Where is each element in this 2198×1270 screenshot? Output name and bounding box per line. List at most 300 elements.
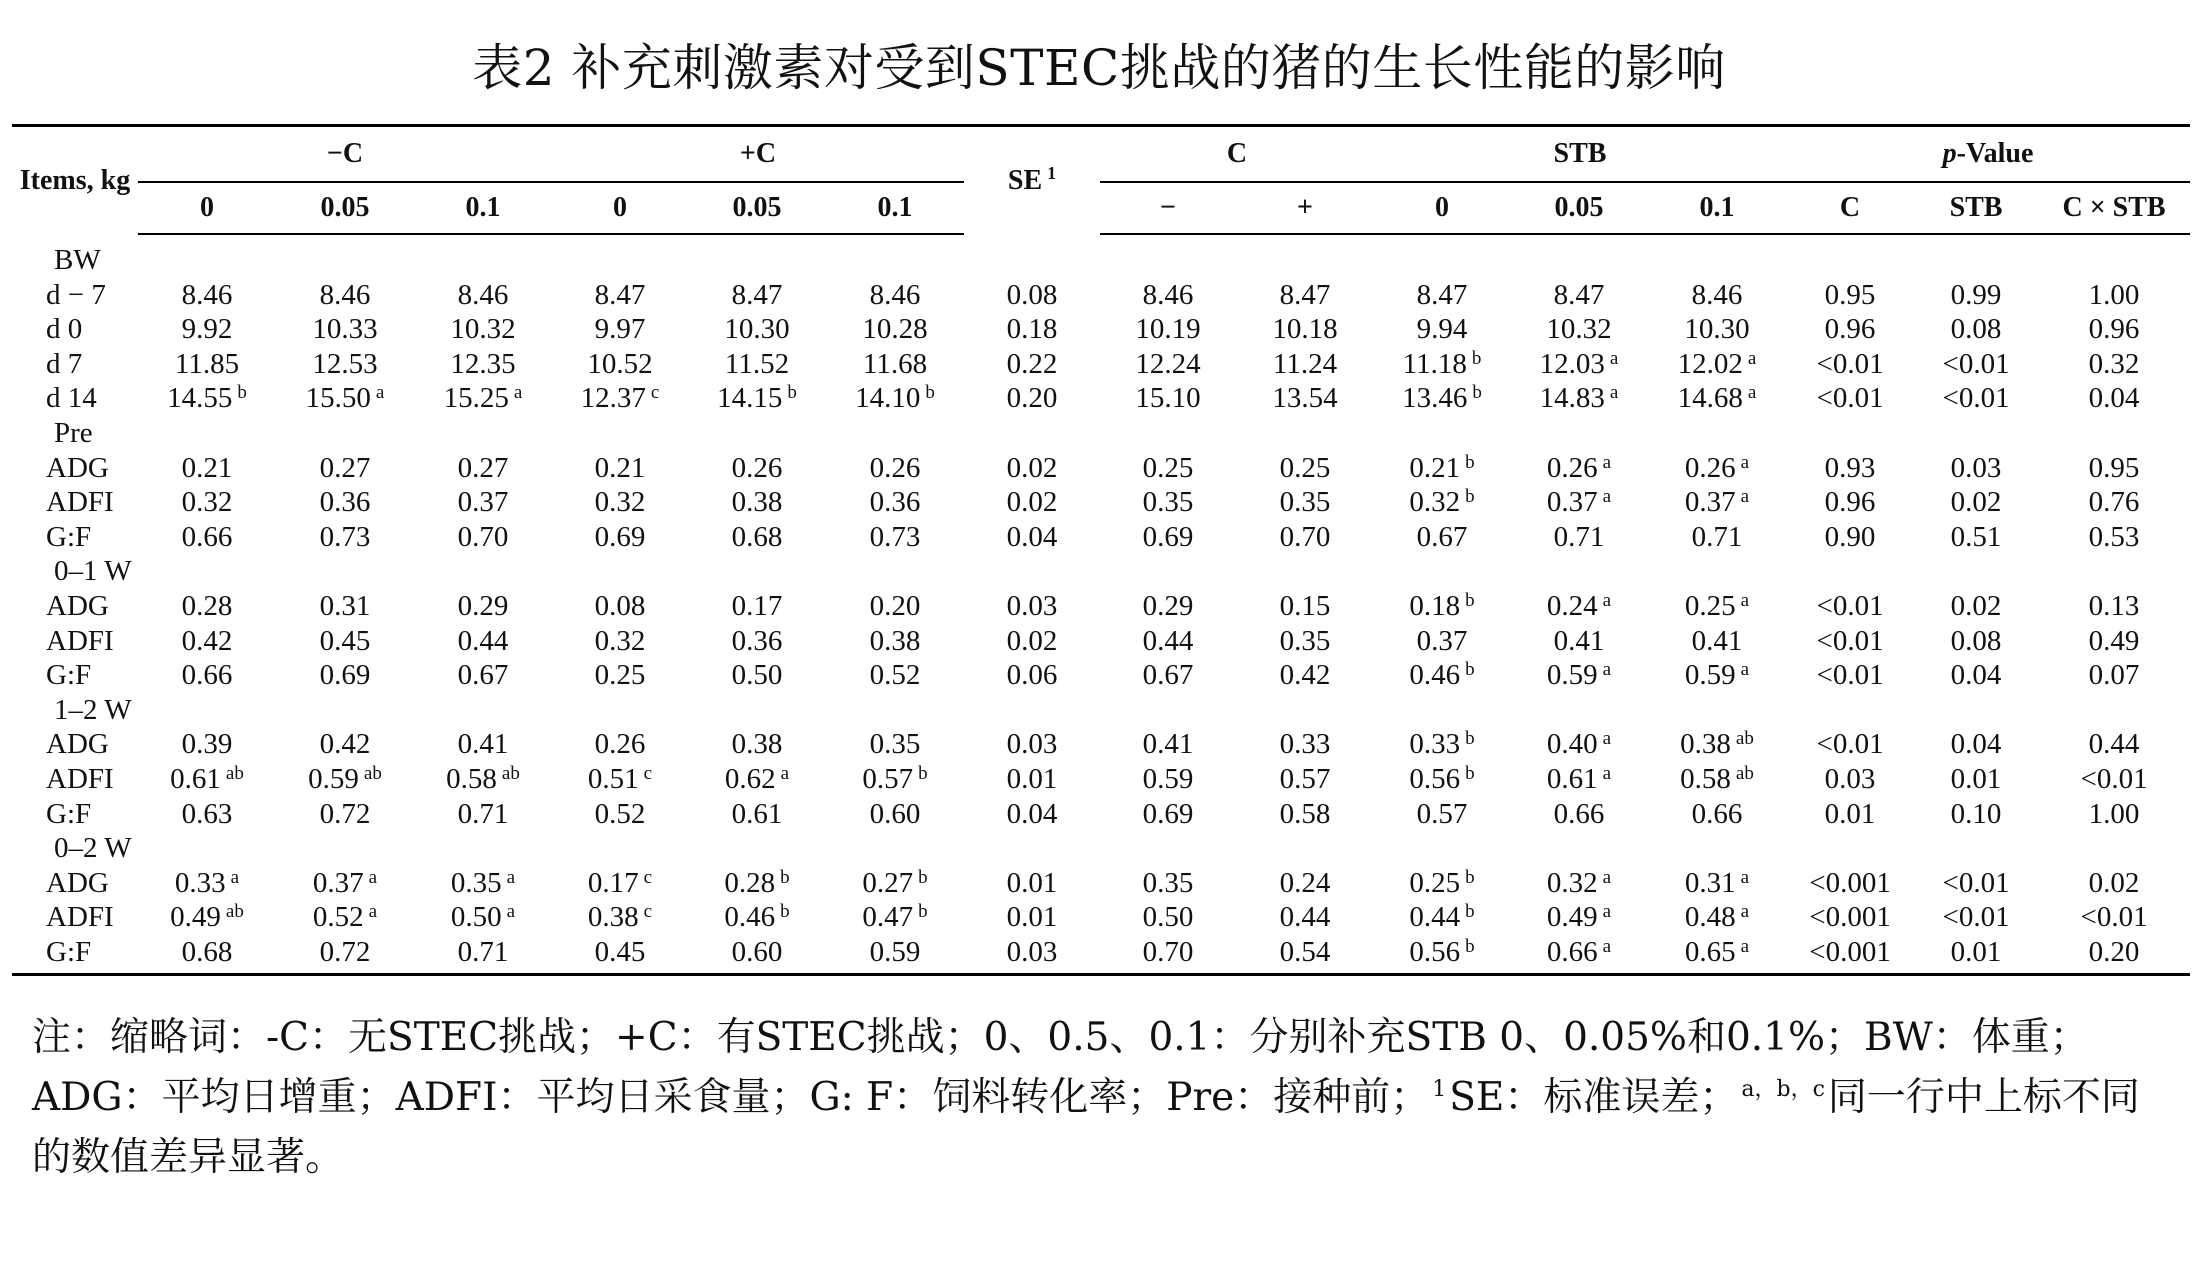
table-cell <box>2038 727 2190 762</box>
table-cell <box>276 658 414 693</box>
cell-value: 0.33 <box>1279 728 1331 761</box>
table-cell <box>1374 935 1510 975</box>
table-cell <box>1100 381 1236 416</box>
cell-superscript: b <box>1465 451 1475 473</box>
cell-value: 0.01 <box>1006 901 1058 934</box>
table-cell <box>964 624 1100 659</box>
cell-value: 0.32 <box>181 486 233 519</box>
table-cell <box>1374 589 1510 624</box>
cell-value: 0.20 <box>2088 935 2140 968</box>
table-cell <box>1100 554 1236 589</box>
cell-value: <0.001 <box>1809 901 1891 934</box>
table-cell <box>1374 381 1510 416</box>
cell-value: 0.42 <box>319 728 371 761</box>
table-cell <box>1914 278 2038 313</box>
header-group-stb: STB <box>1374 126 1786 183</box>
table-cell <box>1648 278 1786 313</box>
cell-value: 0.36 <box>731 624 783 657</box>
table-cell <box>1648 381 1786 416</box>
cell-value: 8.47 <box>1553 278 1605 311</box>
cell-superscript: a <box>1740 901 1750 923</box>
table-cell <box>1100 589 1236 624</box>
table-cell <box>2038 451 2190 486</box>
cell-value: 0.01 <box>1006 762 1058 795</box>
table-cell <box>826 935 964 975</box>
cell-value: 0.96 <box>1824 486 1876 519</box>
cell-value: 0.42 <box>1279 659 1331 692</box>
table-cell <box>964 589 1100 624</box>
cell-value: 0.59 <box>1684 659 1736 692</box>
cell-value: 0.45 <box>319 624 371 657</box>
table-cell <box>276 727 414 762</box>
cell-value: 0.57 <box>1416 797 1468 830</box>
table-cell <box>552 278 688 313</box>
cell-value: 0.28 <box>724 866 776 899</box>
cell-value: <0.01 <box>1816 382 1884 415</box>
cell-value: 0.08 <box>1006 278 1058 311</box>
table-cell <box>414 727 552 762</box>
cell-value: 0.04 <box>1006 520 1058 553</box>
cell-value: 0.03 <box>1006 728 1058 761</box>
table-cell <box>1510 234 1648 278</box>
cell-value: <0.01 <box>2080 901 2148 934</box>
table-cell <box>1648 935 1786 975</box>
cell-value: 0.66 <box>1691 797 1743 830</box>
table-cell <box>552 381 688 416</box>
cell-value: 0.35 <box>1279 624 1331 657</box>
cell-superscript: a <box>230 866 240 888</box>
table-cell <box>1100 900 1236 935</box>
table-cell <box>414 831 552 866</box>
cell-value: 15.10 <box>1135 382 1201 415</box>
table-cell <box>138 658 276 693</box>
cell-value: 0.32 <box>594 624 646 657</box>
cell-value: 0.71 <box>1553 520 1605 553</box>
cell-value: 12.24 <box>1135 347 1201 380</box>
cell-superscript: b <box>1465 659 1475 681</box>
cell-value: 0.26 <box>869 451 921 484</box>
table-cell <box>1914 485 2038 520</box>
table-cell <box>1236 234 1374 278</box>
row-label: G:F <box>12 935 138 975</box>
table-cell <box>138 589 276 624</box>
table-cell <box>1236 762 1374 797</box>
header-p-c: C <box>1786 182 1914 234</box>
cell-value: 0.26 <box>731 451 783 484</box>
table-cell <box>1648 520 1786 555</box>
cell-superscript: b <box>1472 382 1482 404</box>
table-cell <box>276 520 414 555</box>
cell-value: 11.52 <box>724 347 790 380</box>
cell-value: 0.66 <box>1546 935 1598 968</box>
cell-value: 13.46 <box>1402 382 1468 415</box>
table-cell <box>1510 381 1648 416</box>
table-cell <box>1510 658 1648 693</box>
table-cell <box>1786 900 1914 935</box>
cell-value: 0.37 <box>1546 486 1598 519</box>
cell-superscript: a <box>375 382 385 404</box>
table-cell <box>688 589 826 624</box>
cell-value: 0.44 <box>2088 728 2140 761</box>
table-cell <box>276 831 414 866</box>
cell-value: 0.41 <box>1553 624 1605 657</box>
table-cell <box>1648 589 1786 624</box>
cell-value: 0.73 <box>319 520 371 553</box>
table-cell <box>1648 485 1786 520</box>
table-cell <box>1648 658 1786 693</box>
cell-superscript: b <box>1465 901 1475 923</box>
cell-value: 8.46 <box>1691 278 1743 311</box>
table-cell <box>1914 624 2038 659</box>
table-cell <box>1914 451 2038 486</box>
table-cell <box>1914 935 2038 975</box>
cell-value: 0.47 <box>862 901 914 934</box>
table-cell <box>1236 451 1374 486</box>
cell-value: 0.35 <box>1142 866 1194 899</box>
table-cell <box>1648 451 1786 486</box>
table-cell <box>1648 554 1786 589</box>
table-cell <box>1786 866 1914 901</box>
table-cell <box>414 624 552 659</box>
table-cell <box>2038 762 2190 797</box>
cell-value: 0.26 <box>1684 451 1736 484</box>
table-cell <box>552 866 688 901</box>
cell-value: 0.38 <box>587 901 639 934</box>
cell-value: 8.46 <box>457 278 509 311</box>
header-stb-005: 0.05 <box>1510 182 1648 234</box>
cell-value: 0.29 <box>1142 589 1194 622</box>
table-cell <box>138 935 276 975</box>
table-cell <box>1914 831 2038 866</box>
row-label: G:F <box>46 797 92 830</box>
row-label: G:F <box>46 659 92 692</box>
table-row <box>12 485 2190 520</box>
table-cell <box>1510 831 1648 866</box>
row-label: d 7 <box>46 347 83 380</box>
table-cell <box>1236 485 1374 520</box>
cell-value: 0.69 <box>1142 520 1194 553</box>
table-cell <box>1510 278 1648 313</box>
cell-value: 8.47 <box>1279 278 1331 311</box>
cell-value: 0.49 <box>170 901 221 934</box>
table-cell <box>1786 381 1914 416</box>
cell-value: 0.25 <box>594 659 646 692</box>
table-cell <box>826 485 964 520</box>
cell-value: 0.21 <box>594 451 646 484</box>
cell-superscript: b <box>918 901 928 923</box>
cell-value: 0.52 <box>594 797 646 830</box>
table-cell <box>1914 900 2038 935</box>
cell-value: 0.31 <box>319 589 371 622</box>
table-cell <box>826 416 964 451</box>
table-cell <box>414 900 552 935</box>
section-label: BW <box>54 243 101 276</box>
header-se: SE $^1$ <box>964 126 1100 235</box>
table-cell <box>1236 900 1374 935</box>
table-cell <box>1236 935 1374 975</box>
table-cell <box>276 762 414 797</box>
cell-value: 0.49 <box>1546 901 1598 934</box>
table-cell <box>1786 485 1914 520</box>
table-cell <box>552 485 688 520</box>
cell-value: 0.69 <box>319 659 371 692</box>
cell-value: 0.57 <box>1279 762 1331 795</box>
cell-superscript: c <box>643 901 653 923</box>
table-cell <box>1374 347 1510 382</box>
table-cell <box>688 900 826 935</box>
cell-value: 0.60 <box>731 935 783 968</box>
table-cell <box>826 624 964 659</box>
table-cell <box>2038 693 2190 728</box>
table-cell <box>1100 693 1236 728</box>
table-cell <box>1100 278 1236 313</box>
table-cell <box>1786 693 1914 728</box>
table-cell <box>2038 935 2190 975</box>
table-cell <box>688 278 826 313</box>
cell-value: 8.47 <box>594 278 646 311</box>
table-cell <box>1100 451 1236 486</box>
cell-value: 0.69 <box>594 520 646 553</box>
cell-value: 0.71 <box>457 935 509 968</box>
header-mc-0: 0 <box>138 182 276 234</box>
cell-value: 14.68 <box>1677 382 1743 415</box>
table-cell <box>826 278 964 313</box>
table-cell <box>2038 485 2190 520</box>
table-cell <box>1236 278 1374 313</box>
table-cell <box>1236 727 1374 762</box>
table-cell <box>688 762 826 797</box>
cell-value: 0.46 <box>724 901 776 934</box>
cell-value: 0.61 <box>170 762 221 795</box>
table-cell <box>688 727 826 762</box>
table-cell <box>964 485 1100 520</box>
cell-value: 0.52 <box>312 901 364 934</box>
table-cell <box>1648 727 1786 762</box>
table-cell <box>1374 866 1510 901</box>
table-cell <box>276 312 414 347</box>
cell-value: 0.71 <box>1691 520 1743 553</box>
cell-value: 0.02 <box>1006 451 1058 484</box>
cell-value: 0.59 <box>869 935 921 968</box>
cell-value: 0.01 <box>1950 762 2002 795</box>
cell-value: 0.21 <box>181 451 233 484</box>
cell-superscript: c <box>650 382 660 404</box>
header-mc-005: 0.05 <box>276 182 414 234</box>
cell-superscript: a <box>1609 347 1619 369</box>
table-cell <box>138 762 276 797</box>
cell-value: 8.46 <box>869 278 921 311</box>
cell-superscript: b <box>918 762 928 784</box>
table-cell <box>1236 866 1374 901</box>
table-cell <box>964 866 1100 901</box>
table-cell <box>276 866 414 901</box>
notes-part-3: 同一行中上标不同的数值差异显著。 <box>32 1075 2140 1180</box>
table-cell <box>414 278 552 313</box>
table-cell <box>1374 693 1510 728</box>
cell-value: 0.32 <box>1546 866 1598 899</box>
cell-value: 0.08 <box>1950 624 2002 657</box>
cell-value: 9.94 <box>1416 313 1468 346</box>
table-cell <box>1786 416 1914 451</box>
table-cell <box>1100 624 1236 659</box>
cell-superscript: ab <box>225 762 244 784</box>
cell-superscript: b <box>780 901 790 923</box>
table-cell <box>1236 797 1374 832</box>
cell-value: 0.58 <box>446 762 497 795</box>
cell-value: 0.25 <box>1409 866 1461 899</box>
table-cell <box>1100 234 1236 278</box>
table-cell <box>1236 589 1374 624</box>
cell-value: 0.27 <box>319 451 371 484</box>
table-cell <box>1236 624 1374 659</box>
table-cell <box>826 451 964 486</box>
cell-value: 0.35 <box>1142 486 1194 519</box>
cell-value: 0.38 <box>731 486 783 519</box>
table-cell <box>552 347 688 382</box>
cell-superscript: ab <box>1735 762 1754 784</box>
table-body <box>12 234 2190 975</box>
table-cell <box>138 831 276 866</box>
table-cell <box>552 727 688 762</box>
cell-superscript: b <box>787 382 797 404</box>
table-cell <box>552 312 688 347</box>
cell-superscript: b <box>1465 935 1475 957</box>
cell-superscript: a <box>1740 451 1750 473</box>
cell-value: 0.66 <box>1553 797 1605 830</box>
cell-value: 0.68 <box>181 935 233 968</box>
table-cell <box>688 347 826 382</box>
section-label: 0–1 W <box>54 555 132 588</box>
cell-value: 0.62 <box>724 762 776 795</box>
table-cell <box>1648 624 1786 659</box>
table-cell <box>964 312 1100 347</box>
table-cell <box>1648 416 1786 451</box>
notes-abc-sup: a，b，c <box>1741 1077 1825 1102</box>
table-cell <box>414 416 552 451</box>
cell-value: 0.36 <box>869 486 921 519</box>
cell-value: 0.21 <box>1409 451 1461 484</box>
table-section-row <box>12 831 2190 866</box>
cell-value: 14.55 <box>167 382 233 415</box>
cell-value: <0.001 <box>1809 866 1891 899</box>
cell-superscript: b <box>1471 347 1482 369</box>
table-cell <box>964 451 1100 486</box>
table-cell <box>964 727 1100 762</box>
cell-value: 0.49 <box>2088 624 2140 657</box>
table-cell <box>1648 312 1786 347</box>
cell-value: 0.59 <box>1546 659 1598 692</box>
table-cell <box>826 312 964 347</box>
table-cell <box>688 935 826 975</box>
cell-value: 11.24 <box>1272 347 1338 380</box>
cell-value: 0.70 <box>1279 520 1331 553</box>
table-cell <box>1374 762 1510 797</box>
table-cell <box>414 693 552 728</box>
cell-value: 15.50 <box>305 382 371 415</box>
cell-value: 14.10 <box>855 382 921 415</box>
table-cell <box>414 451 552 486</box>
cell-value: 10.30 <box>1684 313 1750 346</box>
cell-superscript: b <box>780 866 790 888</box>
cell-value: <0.01 <box>1816 624 1884 657</box>
cell-value: 10.33 <box>312 313 378 346</box>
table-row <box>12 451 2190 486</box>
cell-value: 10.19 <box>1135 313 1201 346</box>
row-label: ADG <box>46 728 109 761</box>
table-cell <box>138 624 276 659</box>
table-cell <box>1236 416 1374 451</box>
table-cell <box>276 485 414 520</box>
table-cell <box>964 658 1100 693</box>
table-cell <box>826 347 964 382</box>
table-cell <box>2038 278 2190 313</box>
table-cell <box>1100 347 1236 382</box>
table-cell <box>552 451 688 486</box>
cell-value: 0.96 <box>2088 313 2140 346</box>
table-row <box>12 624 2190 659</box>
table-cell <box>276 693 414 728</box>
table-cell <box>414 589 552 624</box>
table-cell <box>1914 589 2038 624</box>
cell-value: 0.33 <box>174 866 226 899</box>
table-cell <box>552 762 688 797</box>
notes-part-2: SE：标准误差； <box>1449 1075 1739 1120</box>
table-cell <box>1236 312 1374 347</box>
row-label: ADG <box>46 451 109 484</box>
table-cell <box>1236 693 1374 728</box>
table-cell <box>552 520 688 555</box>
cell-value: 9.97 <box>594 313 646 346</box>
table-cell <box>1914 520 2038 555</box>
cell-value: 0.24 <box>1546 589 1598 622</box>
cell-superscript: a <box>1602 728 1612 750</box>
table-cell <box>1236 831 1374 866</box>
table-cell <box>552 554 688 589</box>
table-cell <box>826 520 964 555</box>
table-cell <box>1374 797 1510 832</box>
table-cell <box>688 416 826 451</box>
row-label: G:F <box>46 520 92 553</box>
cell-value: 0.37 <box>457 486 509 519</box>
table-cell <box>826 866 964 901</box>
row-label: ADFI <box>46 486 114 519</box>
table-row <box>12 312 2190 347</box>
cell-superscript: a <box>368 866 378 888</box>
table-cell <box>688 554 826 589</box>
cell-superscript: a <box>1602 486 1612 508</box>
table-cell <box>414 762 552 797</box>
table-cell <box>138 485 276 520</box>
cell-value: 8.46 <box>1142 278 1194 311</box>
table-cell <box>1648 762 1786 797</box>
table-cell <box>826 831 964 866</box>
cell-value: 0.73 <box>869 520 921 553</box>
cell-value: 0.53 <box>2088 520 2140 553</box>
table-cell <box>1914 554 2038 589</box>
table-cell <box>1510 520 1648 555</box>
cell-value: <0.01 <box>1942 347 2010 380</box>
table-cell <box>138 797 276 832</box>
table-cell <box>688 831 826 866</box>
table-cell <box>138 234 276 278</box>
table-cell <box>826 762 964 797</box>
cell-value: 0.61 <box>1546 762 1598 795</box>
cell-value: 8.47 <box>1416 278 1468 311</box>
cell-value: 0.35 <box>1279 486 1331 519</box>
table-cell <box>2038 658 2190 693</box>
cell-value: 15.25 <box>443 382 509 415</box>
cell-value: 0.42 <box>181 624 233 657</box>
